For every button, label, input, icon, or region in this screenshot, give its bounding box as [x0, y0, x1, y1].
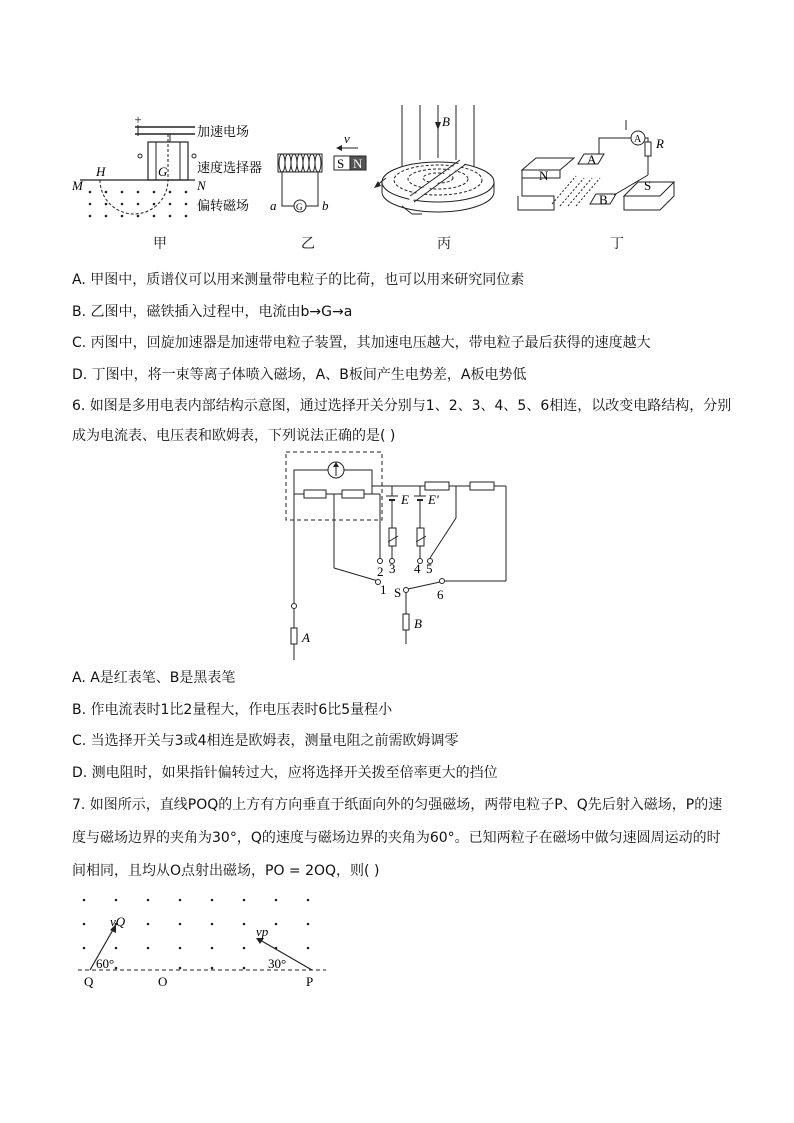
mm-n4: 4	[414, 561, 421, 576]
mm-n1: 1	[380, 582, 387, 597]
q6-option-c: C. 当选择开关与3或4相连是欧姆表，测量电阻之前需欧姆调零	[72, 733, 459, 749]
q6-stem-line1: 6. 如图是多用电表内部结构示意图，通过选择开关分别与1、2、3、4、5、6相连，以改变电路结构，分别	[72, 398, 732, 414]
q6-option-b: B. 作电流表时1比2量程大，作电压表时6比5量程小	[72, 702, 393, 718]
yi-G: G	[296, 202, 303, 212]
jia-M: M	[72, 178, 83, 193]
yi-b: b	[322, 198, 329, 213]
q5-option-c: C. 丙图中，回旋加速器是加速带电粒子装置，其加速电压越大，带电粒子最后获得的速度越大	[72, 335, 651, 351]
caption-yi: 乙	[301, 236, 315, 252]
caption-ding: 丁	[610, 236, 624, 252]
mm-n5: 5	[426, 561, 433, 576]
q7-30: 30°	[268, 956, 287, 971]
q6-stem-line2: 成为电流表、电压表和欧姆表，下列说法正确的是( )	[72, 428, 396, 444]
jia-G: G	[158, 164, 168, 179]
jia-accel-label: 加速电场	[197, 125, 250, 140]
ding-A-meter: A	[634, 134, 642, 145]
mm-A: A	[302, 630, 310, 645]
mm-E2: E′	[428, 492, 439, 507]
svg-text:+: +	[134, 112, 142, 127]
jia-deflect-label: 偏转磁场	[197, 199, 250, 214]
q5-option-d: D. 丁图中，将一束等离子体喷入磁场，A、B板间产生电势差，A板电势低	[72, 367, 527, 383]
figure-ding	[514, 120, 684, 220]
q5-option-a: A. 甲图中，质谱仪可以用来测量带电粒子的比荷，也可以用来研究同位素	[72, 272, 525, 288]
q7-vP: vp	[256, 924, 269, 939]
yi-S-label: S	[337, 156, 345, 171]
q7-stem-line3: 间相同，且均从O点射出磁场，PO = 2OQ，则( )	[72, 863, 380, 879]
mm-S: S	[394, 585, 402, 600]
q7-Q: Q	[84, 974, 94, 989]
mm-E: E	[401, 492, 409, 507]
q7-vQ: vQ	[110, 914, 126, 929]
ding-N: N	[539, 168, 549, 183]
jia-H: H	[96, 164, 106, 179]
ding-S: S	[644, 178, 652, 193]
figure-yi	[268, 132, 372, 222]
yi-N-label: N	[353, 156, 363, 171]
mm-n2: 2	[377, 564, 384, 579]
figure-particles	[70, 890, 340, 990]
mm-B: B	[414, 616, 422, 631]
q7-P: P	[306, 974, 314, 989]
ding-R: R	[656, 136, 664, 151]
figure-bing	[372, 100, 502, 226]
ding-A-plate: A	[587, 152, 597, 167]
yi-v: v	[344, 132, 350, 146]
caption-jia: 甲	[153, 236, 167, 252]
q6-option-a: A. A是红表笔、B是黑表笔	[72, 670, 236, 686]
yi-a: a	[270, 198, 277, 213]
mm-n3: 3	[389, 561, 396, 576]
mm-n6: 6	[437, 587, 444, 602]
q7-stem-line2: 度与磁场边界的夹角为30°，Q的速度与磁场边界的夹角为60°。已知两粒子在磁场中做匀速圆周运动的时	[72, 830, 721, 846]
figure-multimeter	[280, 448, 520, 663]
q7-O: O	[158, 974, 168, 989]
q7-stem-line1: 7. 如图所示，直线POQ的上方有方向垂直于纸面向外的匀强磁场，两带电粒子P、Q先后射入磁场，P的速	[72, 797, 723, 813]
q5-option-b: B. 乙图中，磁铁插入过程中，电流由b→G→a	[72, 304, 353, 320]
jia-N: N	[197, 178, 206, 193]
bing-B: B	[442, 114, 450, 129]
ding-B-plate: B	[599, 192, 608, 207]
q7-60: 60°	[96, 956, 115, 971]
jia-selector-label: 速度选择器	[197, 161, 263, 176]
caption-bing: 丙	[437, 236, 451, 252]
figure-jia	[70, 112, 280, 252]
q6-option-d: D. 测电阻时，如果指针偏转过大，应将选择开关拨至倍率更大的挡位	[72, 765, 498, 781]
